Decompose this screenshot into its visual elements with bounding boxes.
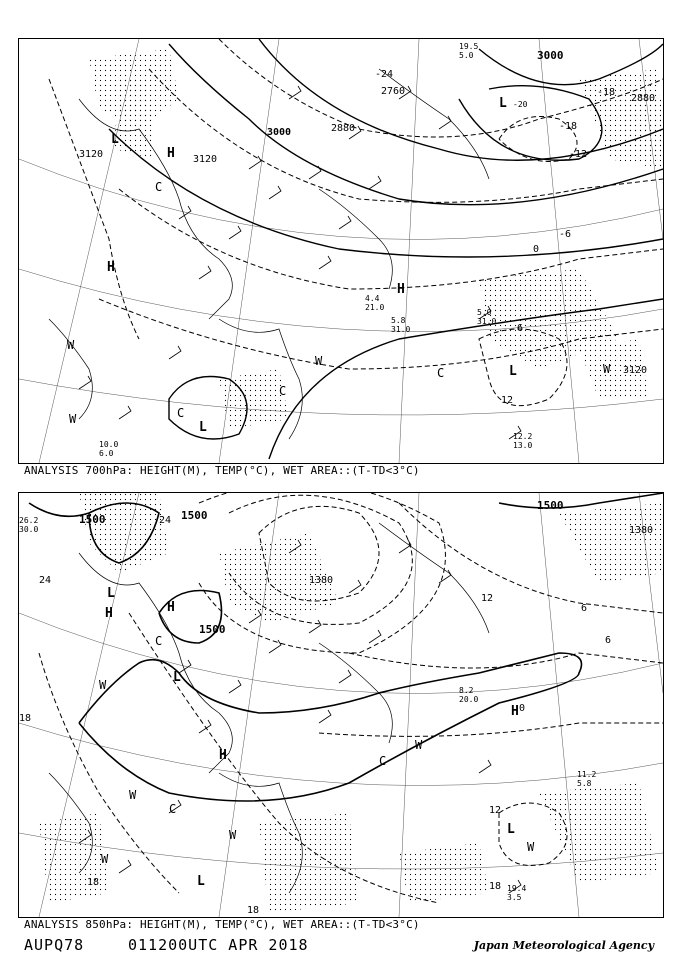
station-value: 26.2 [19,516,39,525]
center-symbol: H [397,282,405,297]
center-symbol: L [107,586,115,601]
center-symbol: W [67,338,75,352]
caption-700hpa: ANALYSIS 700hPa: HEIGHT(M), TEMP(°C), WET AREA::(T-TD<3°C) [24,464,420,477]
height-label: 3000 [537,49,564,62]
wet-area-stipple [89,49,663,429]
station-value: 21.0 [365,303,385,312]
temp-label: 18 [19,713,32,724]
height-label: 2760 [381,86,406,97]
height-label: 1380 [629,525,654,536]
station-value: 5.0 [459,51,474,60]
station-value: 20.0 [459,695,479,704]
temp-label: -24 [375,69,394,80]
height-label: 3120 [623,365,648,376]
height-label: 1500 [537,499,564,512]
station-value: 8.2 [459,686,474,695]
center-symbol: W [527,840,535,854]
temp-label: -18 [559,121,578,132]
temperature-labels [375,69,615,406]
center-symbol: L [509,364,517,379]
height-contours [109,39,663,459]
center-symbol: W [129,788,137,802]
temp-label: 12 [501,395,514,406]
station-value: 19.4 [507,884,527,893]
center-symbol: H [105,606,113,621]
station-value: 31.0 [391,325,411,334]
temp-label: 0 [533,244,540,255]
height-label: 3120 [193,154,218,165]
station-value: 5.0 [477,308,492,317]
station-value: 6.0 [99,449,114,458]
agency-credit: Japan Meteorological Agency [473,939,654,952]
station-value: 30.0 [19,525,39,534]
map-700hpa-canvas [19,39,663,463]
station-value: 31.0 [477,317,497,326]
center-symbol: W [315,354,323,368]
station-value: 12.2 [513,432,533,441]
map-panel-700hpa [18,38,664,464]
analysis-datetime: 011200UTC APR 2018 [128,936,309,954]
center-symbol: L [111,132,119,147]
temp-label: 12 [489,805,502,816]
temp-label: 24 [39,575,52,586]
station-value: 3.5 [507,893,522,902]
temp-label: 6 [581,603,588,614]
center-symbol: C [437,366,445,380]
station-value: 4.4 [365,294,380,303]
height-label: 3120 [79,149,104,160]
center-symbol: L [173,670,181,685]
center-symbol: W [101,852,109,866]
center-symbol: W [603,362,611,376]
center-symbol: C [279,384,287,398]
temp-label: 18 [87,877,100,888]
height-label: 1500 [199,623,226,636]
station-value: 19.5 [459,42,479,51]
center-symbol: H [511,704,519,719]
temp-label: 18 [247,905,260,916]
station-value: 10.0 [99,440,119,449]
center-symbol: H [107,260,115,275]
temp-label: 24 [159,515,172,526]
map-850hpa-canvas [19,493,663,917]
temp-label: 0 [519,703,526,714]
temp-label: 12 [481,593,494,604]
center-symbol: C [169,802,177,816]
bulletin-code: AUPQ78 [24,936,85,954]
height-label: 1500 [181,509,208,522]
temp-label: 6 [517,323,524,334]
station-value: 5.8 [577,779,592,788]
map-panel-850hpa [18,492,664,918]
center-symbol: L [499,96,507,111]
height-label: 2880 [331,123,356,134]
station-value: -20 [513,100,528,109]
center-symbol: W [69,412,77,426]
center-symbol: W [99,678,107,692]
temp-label: -6 [559,229,572,240]
caption-850hpa: ANALYSIS 850hPa: HEIGHT(M), TEMP(°C), WET AREA::(T-TD<3°C) [24,918,420,931]
center-symbol: W [415,738,423,752]
center-symbol: H [167,600,175,615]
height-label: 1500 [79,513,106,526]
station-value: 11.2 [577,770,597,779]
temp-label: 18 [489,881,502,892]
height-label: 2880 [631,93,656,104]
center-symbol: H [167,146,175,161]
center-symbol: L [199,420,207,435]
temp-label: -18 [597,87,616,98]
height-label: 3000 [267,127,292,138]
center-symbol: L [507,822,515,837]
center-symbol: C [379,754,387,768]
station-value: 13.0 [513,441,533,450]
height-label: 1380 [309,575,334,586]
center-symbol: H [219,748,227,763]
station-value: 5.8 [391,316,406,325]
temp-label: -12 [569,149,588,160]
center-symbol: C [155,634,163,648]
temp-label: 6 [605,635,612,646]
center-symbol: C [155,180,163,194]
center-symbol: L [197,874,205,889]
center-symbol: C [177,406,185,420]
center-symbol: W [229,828,237,842]
